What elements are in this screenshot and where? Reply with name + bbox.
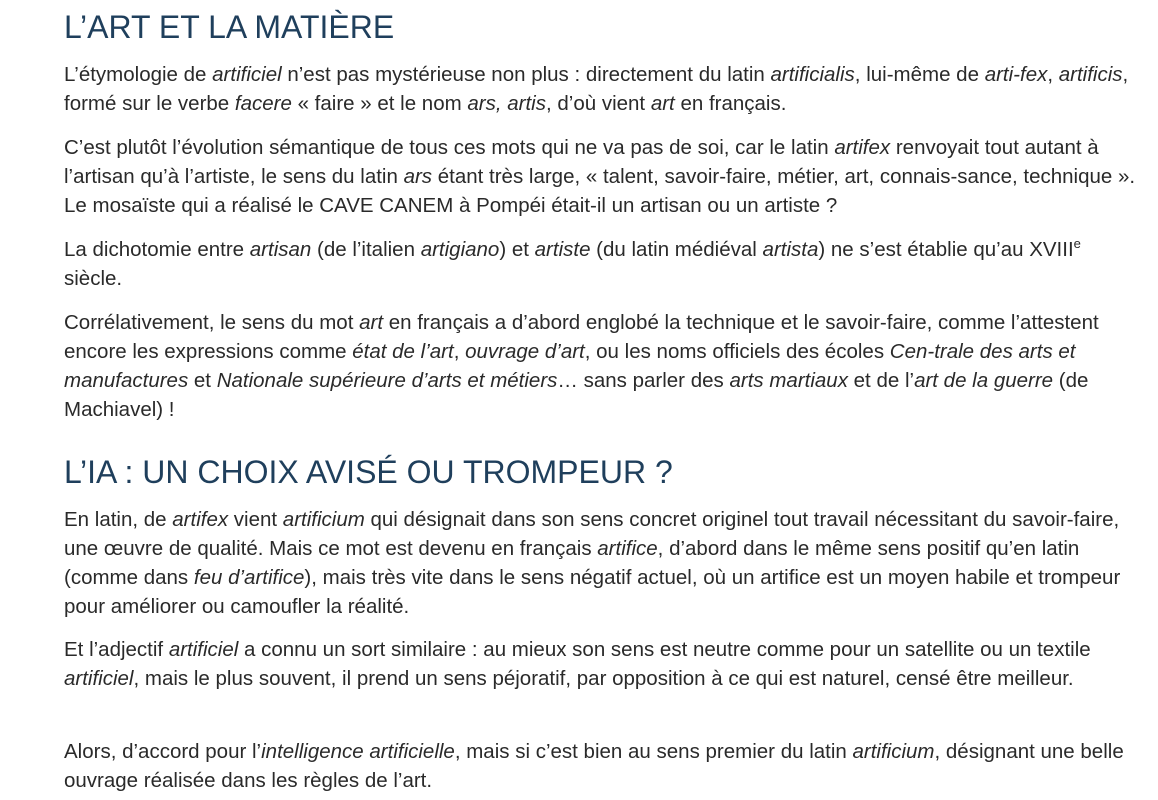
italic-term: arti-fex (984, 63, 1048, 86)
italic-term: artiste (534, 238, 591, 261)
italic-term: artificialis (770, 63, 855, 86)
text-run: ) ne s’est établie qu’au XVIII (818, 238, 1074, 261)
italic-term: artificiel (64, 667, 134, 690)
italic-term: ars (403, 165, 433, 188)
italic-term: ouvrage d’art (465, 340, 585, 363)
paragraph-etymologie (64, 60, 1136, 118)
text-run: vient (228, 508, 283, 531)
text-run: a connu un sort similaire : au mieux son sens est neutre comme pour un satellite ou un textile (238, 638, 1091, 661)
italic-term: art (359, 311, 384, 334)
section-heading-ia-choix: L’IA : UN CHOIX AVISÉ OU TROMPEUR ? (64, 454, 673, 490)
text-run: renvoyait tout autant à l’artisan qu’à l’artiste, le sens du latin (64, 136, 1099, 188)
paragraph-evolution-semantique (64, 133, 1136, 220)
text-run: En latin, de (64, 508, 173, 531)
italic-term: artificis (1058, 63, 1123, 86)
text-run: , d’abord dans le même sens positif qu’en latin (comme dans (64, 537, 1080, 589)
text-run: et (188, 369, 217, 392)
text-run: , mais le plus souvent, il prend un sens péjoratif, par opposition à ce qui est naturel, censé être meilleur. (133, 667, 1074, 690)
italic-term: ars, artis (467, 92, 546, 115)
italic-term: art de la guerre (914, 369, 1054, 392)
italic-term: artificium (282, 508, 365, 531)
text-run: ), mais très vite dans le sens négatif actuel, où un artifice est un moyen habile et trompeur pour améliorer ou camoufler la réalité. (64, 566, 1121, 618)
italic-term: artista (762, 238, 819, 261)
paragraph-adjectif-artificiel (64, 635, 1136, 693)
text-run: (du latin médiéval (590, 238, 763, 261)
section-heading-art-et-matiere: L’ART ET LA MATIÈRE (64, 9, 395, 45)
paragraph-correlativement (64, 308, 1136, 424)
italic-term: état de l’art (352, 340, 454, 363)
italic-term: artificiel (212, 63, 282, 86)
italic-term: artigiano (420, 238, 500, 261)
italic-term: facere (234, 92, 292, 115)
text-run: n’est pas mystérieuse non plus : directement du latin (281, 63, 771, 86)
text-run: , (1047, 63, 1059, 86)
text-run: , lui-même de (854, 63, 985, 86)
text-run: , ou les noms officiels des écoles (584, 340, 890, 363)
text-run: C’est plutôt l’évolution sémantique de tous ces mots qui ne va pas de soi, car le latin (64, 136, 835, 159)
italic-term: arts martiaux (729, 369, 848, 392)
text-run: Et l’adjectif (64, 638, 169, 661)
text-run: … sans parler des (557, 369, 730, 392)
text-run: et de l’ (847, 369, 915, 392)
paragraph-en-latin (64, 505, 1136, 621)
paragraph-conclusion (64, 737, 1136, 795)
text-run: , mais si c’est bien au sens premier du latin (454, 740, 853, 763)
text-run: étant très large, « talent, savoir-faire, métier, art, connais-sance, technique ». Le mosaïste qui a réalisé le CAVE CANEM à Pompéi était-il un artisan ou un artiste ? (64, 165, 1136, 217)
italic-term: art (650, 92, 675, 115)
italic-term: artificium (852, 740, 935, 763)
text-run: siècle. (64, 267, 123, 290)
superscript: e (1073, 236, 1081, 251)
text-run: , (453, 340, 466, 363)
italic-term: Nationale supérieure d’arts et métiers (216, 369, 558, 392)
italic-term: artisan (249, 238, 312, 261)
text-run: Corrélativement, le sens du mot (64, 311, 360, 334)
text-run: , d’où vient (545, 92, 651, 115)
paragraph-dichotomie (64, 235, 1136, 293)
italic-term: intelligence artificielle (261, 740, 455, 763)
italic-term: artifice (597, 537, 658, 560)
text-run: en français a d’abord englobé la technique et le savoir-faire, comme l’attestent encore les expressions comme (64, 311, 1099, 363)
text-run: L’étymologie de (64, 63, 213, 86)
text-run: (de l’italien (311, 238, 421, 261)
text-run: Alors, d’accord pour l’ (64, 740, 262, 763)
text-run: (de Machiavel) ! (64, 369, 1089, 421)
italic-term: feu d’artifice (193, 566, 305, 589)
italic-term: artifex (834, 136, 891, 159)
text-run: La dichotomie entre (64, 238, 250, 261)
text-run: en français. (674, 92, 787, 115)
italic-term: artifex (172, 508, 229, 531)
text-run: ) et (499, 238, 535, 261)
text-run: , formé sur le verbe (64, 63, 1129, 115)
italic-term: Cen-trale des arts et manufactures (64, 340, 1076, 392)
text-run: , désignant une belle ouvrage réalisée dans les règles de l’art. (64, 740, 1124, 792)
italic-term: artificiel (168, 638, 239, 661)
text-run: « faire » et le nom (291, 92, 468, 115)
text-run: qui désignait dans son sens concret originel tout travail nécessitant du savoir-faire, une œuvre de qualité. Mais ce mot est devenu en français (64, 508, 1120, 560)
